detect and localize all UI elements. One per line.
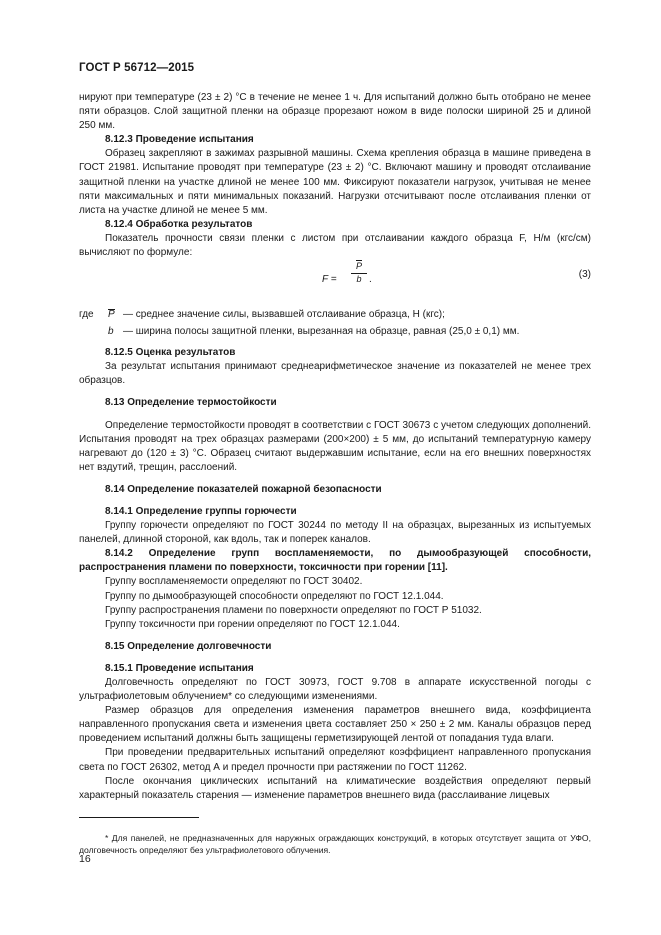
where-label: где [79,309,94,321]
paragraph-8-14-2-line: Группу по дымообразующей способности определяют по ГОСТ 12.1.044. [105,590,444,602]
paragraph-8-15-1c: При проведении предварительных испытаний определяют коэффициент направленного пропускания света по ГОСТ 26302, метод А и предел прочности при растяжении по ГОСТ 11262. [79,747,591,773]
heading-8-12-5: 8.12.5 Оценка результатов [105,347,236,359]
paragraph-8-14-2-line: Группу воспламеняемости определяют по ГОСТ 30402. [105,576,363,588]
footnote: * Для панелей, не предназначенных для наружных ограждающих конструкций, в которых отсутствует защита от УФО, долговечность определяют без ультрафиолетового облучения. [79,832,591,856]
paragraph-8-14-1: Группу горючести определяют по ГОСТ 30244 по методу II на образцах, вырезанных из испытуемых панелей, длинной стороной, как вдоль, так и поперек каналов. [79,520,591,546]
paragraph-8-12-3: Образец закрепляют в зажимах разрывной машины. Схема крепления образца в машине приведена в ГОСТ 21981. Испытание проводят при температуре (23 ± 2) °С. Включают машину и проводят отслаивание защитной пленки на участке длиной не менее 100 мм. Фиксируют показатели нагрузок, учитывая не менее пяти максимальных и пяти минимальных показаний. Нагрузки отсчитывают после отслаивания пленки от листа на участке длиной не менее 5 мм. [79,148,591,216]
heading-8-12-3: 8.12.3 Проведение испытания [105,134,254,146]
paragraph-8-14-2-line: Группу распространения пламени по поверхности определяют по ГОСТ Р 51032. [105,604,482,616]
paragraph-8-15-1d: После окончания циклических испытаний на климатические воздействия определяют первый характерный показатель старения — изменение параметров внешнего вида (расслаивание лицевых [79,775,591,801]
paragraph-8-13: Определение термостойкости проводят в соответствии с ГОСТ 30673 с учетом следующих дополнений. Испытания проводят на трех образцах размерами (200×200) ± 5 мм, до испытаний температурную камеру нагревают до (120 ± 3) °С. Образец считают выдержавшим испытание, если на его внешних поверхностях нет вздутий, трещин, расслоений. [79,419,591,473]
heading-8-15-1: 8.15.1 Проведение испытания [105,662,254,674]
heading-8-14-2: 8.14.2 Определение групп воспламеняемости, по дымообразующей способности, распространения пламени по поверхности, токсичности при горении [11]. [79,548,591,574]
paragraph-8-12-4: Показатель прочности связи пленки с листом при отслаивании каждого образца F, Н/м (кгс/см) вычисляют по формуле: [79,232,591,259]
formula-denominator: b [356,274,362,285]
paragraph-8-12-5: За результат испытания принимают среднеарифметическое значение из показателей не менее трех образцов. [79,361,591,387]
heading-8-12-4: 8.12.4 Обработка результатов [105,218,253,230]
footnote-divider [79,817,199,818]
where-text: — ширина полосы защитной пленки, вырезанная на образце, равная (25,0 ± 0,1) мм. [123,326,520,338]
where-item [79,308,591,325]
document-header: ГОСТ Р 56712—2015 [79,62,195,74]
where-text: — среднее значение силы, вызвавшей отслаивание образца, Н (кгс); [123,309,445,321]
formula-lhs: F = [322,274,337,286]
where-symbol: b [108,326,114,338]
paragraph-8-14-2-line: Группу токсичности при горении определяют по ГОСТ 12.1.044. [105,618,400,630]
heading-8-14-1: 8.14.1 Определение группы горючести [105,505,297,517]
page-body [79,91,591,803]
formula-number: (3) [578,269,591,281]
formula-end: . [369,274,372,286]
intro-paragraph: нируют при температуре (23 ± 2) °С в течение не менее 1 ч. Для испытаний должно быть отобрано не менее пяти образцов. Слой защитной пленки на образце прорезают ножом в виде полоски шириной 25 и длиной 250 мм. [79,92,591,132]
heading-8-15: 8.15 Определение долговечности [105,640,272,652]
heading-8-13: 8.13 Определение термостойкости [105,397,277,409]
heading-8-14: 8.14 Определение показателей пожарной безопасности [105,483,382,495]
paragraph-8-15-1b: Размер образцов для определения изменения параметров внешнего вида, коэффициента направленного пропускания света и изменения цвета составляет 250 × 250 ± 2 мм. Каналы образцов перед проведением испытаний должны быть защищены герметизирующей лентой от попадания туда влаги. [79,705,591,745]
formula-fraction [351,260,367,285]
page-number: 16 [79,853,91,865]
formula-numerator: P [351,260,367,274]
where-symbol: P [108,309,115,321]
formula-3 [79,260,591,308]
paragraph-8-15-1a: Долговечность определяют по ГОСТ 30973, ГОСТ 9.708 в аппарате искусственной погоды с ультрафиолетовым облучением* со следующими изменениями. [79,677,591,703]
where-item [79,325,591,342]
